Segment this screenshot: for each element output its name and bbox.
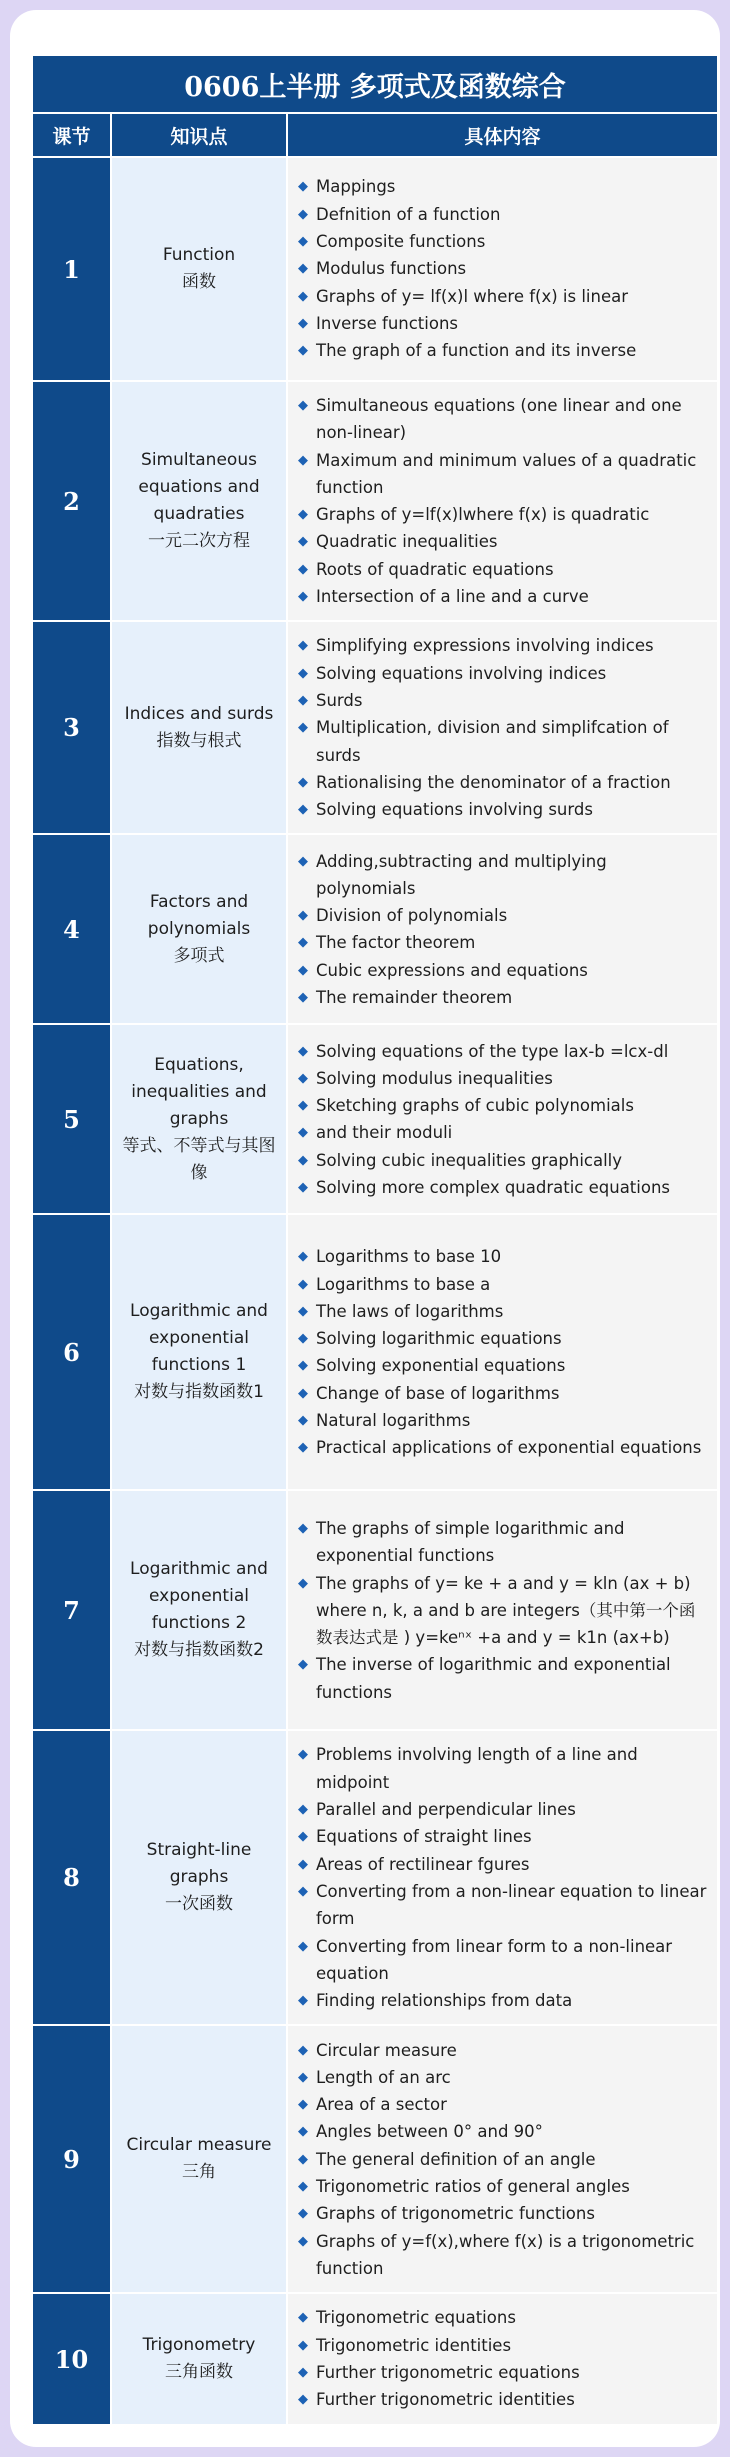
content-cell bbox=[287, 1214, 717, 1490]
table-row bbox=[33, 2293, 717, 2423]
list-item-text: Mappings bbox=[316, 177, 396, 197]
list-item bbox=[298, 1119, 709, 1146]
list-item bbox=[298, 1243, 709, 1270]
diamond-bullet-icon: ◆ bbox=[298, 1358, 308, 1374]
list-item-text: Logarithms to base 10 bbox=[316, 1247, 502, 1267]
list-item-text: The graphs of y= ke + a and y = kln (ax + b) where n, k, a and b are integers（其中第一个函数表达式是 ) y=keⁿˣ +a and y = k1n (ax+b) bbox=[316, 1573, 696, 1648]
diamond-bullet-icon: ◆ bbox=[298, 692, 308, 708]
topic-chinese: 多项式 bbox=[173, 945, 225, 966]
column-header-topic: 知识点 bbox=[111, 113, 287, 157]
diamond-bullet-icon: ◆ bbox=[298, 1520, 308, 1536]
diamond-bullet-icon: ◆ bbox=[298, 589, 308, 605]
list-item-text: Converting from linear form to a non-linear equation bbox=[316, 1936, 673, 1983]
topic-chinese: 一元二次方程 bbox=[148, 531, 250, 552]
diamond-bullet-icon: ◆ bbox=[298, 2337, 308, 2353]
table-row bbox=[33, 2025, 717, 2293]
list-item bbox=[298, 1352, 709, 1379]
table-row bbox=[33, 1490, 717, 1730]
diamond-bullet-icon: ◆ bbox=[298, 2206, 308, 2222]
diamond-bullet-icon: ◆ bbox=[298, 962, 308, 978]
topic-cell bbox=[111, 1490, 287, 1730]
list-item-text: Solving equations involving surds bbox=[316, 800, 593, 820]
diamond-bullet-icon: ◆ bbox=[298, 2124, 308, 2140]
topic-english: Straight-line graphs bbox=[146, 1840, 252, 1888]
topic-chinese: 等式、不等式与其图像 bbox=[122, 1135, 276, 1183]
diamond-bullet-icon: ◆ bbox=[298, 935, 308, 951]
diamond-bullet-icon: ◆ bbox=[298, 2069, 308, 2085]
lesson-number: 6 bbox=[33, 1214, 111, 1490]
list-item bbox=[298, 848, 709, 903]
diamond-bullet-icon: ◆ bbox=[298, 561, 308, 577]
list-item bbox=[298, 2064, 709, 2091]
content-cell bbox=[287, 1490, 717, 1730]
list-item-text: Graphs of y=lf(x)lwhere f(x) is quadratic bbox=[316, 505, 650, 525]
list-item-text: Change of base of logarithms bbox=[316, 1383, 560, 1403]
list-item-text: Parallel and perpendicular lines bbox=[316, 1800, 576, 1820]
list-item-text: Practical applications of exponential equations bbox=[316, 1438, 702, 1458]
list-item-text: Graphs of y=f(x),where f(x) is a trigonometric function bbox=[316, 2231, 695, 2278]
list-item bbox=[298, 2146, 709, 2173]
list-item bbox=[298, 2332, 709, 2359]
list-item-text: Intersection of a line and a curve bbox=[316, 587, 589, 607]
diamond-bullet-icon: ◆ bbox=[298, 802, 308, 818]
list-item bbox=[298, 1380, 709, 1407]
list-item bbox=[298, 1878, 709, 1933]
list-item bbox=[298, 632, 709, 659]
list-item bbox=[298, 173, 709, 200]
list-item bbox=[298, 255, 709, 282]
diamond-bullet-icon: ◆ bbox=[298, 1276, 308, 1292]
diamond-bullet-icon: ◆ bbox=[298, 774, 308, 790]
list-item-text: and their moduli bbox=[316, 1123, 453, 1143]
topic-chinese: 三角函数 bbox=[165, 2362, 233, 2383]
list-item bbox=[298, 201, 709, 228]
list-item-text: The factor theorem bbox=[316, 933, 476, 953]
diamond-bullet-icon: ◆ bbox=[298, 1883, 308, 1899]
diamond-bullet-icon: ◆ bbox=[298, 1070, 308, 1086]
topic-english: Factors and polynomials bbox=[147, 891, 251, 939]
list-item-text: Rationalising the denominator of a fraction bbox=[316, 772, 671, 792]
list-item-text: Roots of quadratic equations bbox=[316, 559, 554, 579]
list-item bbox=[298, 1325, 709, 1352]
list-item-text: Multiplication, division and simplifcation of surds bbox=[316, 718, 669, 765]
list-item bbox=[298, 392, 709, 447]
list-item bbox=[298, 957, 709, 984]
list-item-text: Maximum and minimum values of a quadratic function bbox=[316, 450, 697, 497]
list-item bbox=[298, 2118, 709, 2145]
diamond-bullet-icon: ◆ bbox=[298, 1802, 308, 1818]
topic-english: Equations, inequalities and graphs bbox=[131, 1054, 267, 1129]
lesson-number: 10 bbox=[33, 2293, 111, 2423]
diamond-bullet-icon: ◆ bbox=[298, 1856, 308, 1872]
list-item bbox=[298, 556, 709, 583]
topic-english: Trigonometry bbox=[142, 2335, 256, 2356]
topic-chinese: 对数与指数函数1 bbox=[134, 1382, 264, 1403]
list-item bbox=[298, 1796, 709, 1823]
diamond-bullet-icon: ◆ bbox=[298, 1440, 308, 1456]
list-item-text: Graphs of trigonometric functions bbox=[316, 2204, 595, 2224]
list-item bbox=[298, 310, 709, 337]
list-item-text: Logarithms to base a bbox=[316, 1274, 491, 1294]
topic-cell bbox=[111, 1024, 287, 1214]
diamond-bullet-icon: ◆ bbox=[298, 2365, 308, 2381]
list-item bbox=[298, 1065, 709, 1092]
topic-cell bbox=[111, 2293, 287, 2423]
topic-english: Circular measure bbox=[126, 2135, 272, 2156]
list-item-text: Trigonometric identities bbox=[316, 2335, 512, 2355]
list-item bbox=[298, 2228, 709, 2283]
list-item-text: The graphs of simple logarithmic and exponential functions bbox=[316, 1518, 625, 1566]
list-item bbox=[298, 769, 709, 796]
list-item bbox=[298, 447, 709, 502]
topic-english: Function bbox=[162, 245, 236, 265]
diamond-bullet-icon: ◆ bbox=[298, 343, 308, 359]
diamond-bullet-icon: ◆ bbox=[298, 665, 308, 681]
diamond-bullet-icon: ◆ bbox=[298, 234, 308, 250]
list-item-text: Graphs of y= lf(x)l where f(x) is linear bbox=[316, 286, 629, 306]
lesson-number: 4 bbox=[33, 834, 111, 1024]
content-list bbox=[298, 1038, 709, 1202]
list-item-text: Solving equations of the type lax-b =lcx-dl bbox=[316, 1041, 669, 1061]
diamond-bullet-icon: ◆ bbox=[298, 1385, 308, 1401]
list-item-text: Simplifying expressions involving indices bbox=[316, 636, 654, 656]
list-item-text: Trigonometric ratios of general angles bbox=[316, 2177, 630, 2197]
diamond-bullet-icon: ◆ bbox=[298, 1575, 308, 1591]
content-cell bbox=[287, 1024, 717, 1214]
diamond-bullet-icon: ◆ bbox=[298, 1993, 308, 2009]
list-item bbox=[298, 2173, 709, 2200]
diamond-bullet-icon: ◆ bbox=[298, 1657, 308, 1673]
content-list bbox=[298, 848, 709, 1012]
diamond-bullet-icon: ◆ bbox=[298, 853, 308, 869]
list-item bbox=[298, 902, 709, 929]
list-item-text: Composite functions bbox=[316, 232, 486, 252]
list-item bbox=[298, 1092, 709, 1119]
list-item bbox=[298, 1933, 709, 1988]
list-item-text: Solving cubic inequalities graphically bbox=[316, 1150, 623, 1170]
diamond-bullet-icon: ◆ bbox=[298, 2233, 308, 2249]
diamond-bullet-icon: ◆ bbox=[298, 2097, 308, 2113]
list-item bbox=[298, 687, 709, 714]
list-item bbox=[298, 501, 709, 528]
list-item bbox=[298, 1651, 709, 1706]
diamond-bullet-icon: ◆ bbox=[298, 534, 308, 550]
topic-chinese: 函数 bbox=[182, 272, 216, 292]
topic-english: Indices and surds bbox=[124, 703, 274, 724]
topic-chinese: 指数与根式 bbox=[156, 730, 242, 751]
diamond-bullet-icon: ◆ bbox=[298, 1303, 308, 1319]
list-item bbox=[298, 1174, 709, 1201]
topic-cell bbox=[111, 834, 287, 1024]
table-row bbox=[33, 1730, 717, 2025]
lesson-number: 7 bbox=[33, 1490, 111, 1730]
list-item bbox=[298, 660, 709, 687]
list-item bbox=[298, 2091, 709, 2118]
list-item-text: The inverse of logarithmic and exponential functions bbox=[316, 1655, 671, 1702]
list-item-text: Finding relationships from data bbox=[316, 1991, 573, 2011]
diamond-bullet-icon: ◆ bbox=[298, 1043, 308, 1059]
list-item bbox=[298, 984, 709, 1011]
diamond-bullet-icon: ◆ bbox=[298, 315, 308, 331]
list-item-text: Quadratic inequalities bbox=[316, 532, 498, 552]
table-row bbox=[33, 621, 717, 834]
list-item-text: Defnition of a function bbox=[316, 204, 501, 224]
list-item bbox=[298, 2200, 709, 2227]
diamond-bullet-icon: ◆ bbox=[298, 179, 308, 195]
content-cell bbox=[287, 157, 717, 381]
table-row bbox=[33, 381, 717, 621]
list-item bbox=[298, 1434, 709, 1461]
list-item-text: Areas of rectilinear fgures bbox=[316, 1854, 530, 1874]
list-item-text: Simultaneous equations (one linear and one non-linear) bbox=[316, 396, 682, 443]
diamond-bullet-icon: ◆ bbox=[298, 2151, 308, 2167]
content-list bbox=[298, 1243, 709, 1461]
diamond-bullet-icon: ◆ bbox=[298, 2310, 308, 2326]
list-item bbox=[298, 1515, 709, 1570]
content-list bbox=[298, 1741, 709, 2014]
list-item-text: Modulus functions bbox=[316, 259, 467, 279]
diamond-bullet-icon: ◆ bbox=[298, 261, 308, 277]
content-list bbox=[298, 1515, 709, 1706]
topic-english: Logarithmic and exponential functions 2 bbox=[130, 1559, 268, 1634]
list-item-text: Length of an arc bbox=[316, 2067, 451, 2087]
diamond-bullet-icon: ◆ bbox=[298, 638, 308, 654]
column-header-content: 具体内容 bbox=[287, 113, 717, 157]
list-item-text: Surds bbox=[316, 690, 363, 710]
diamond-bullet-icon: ◆ bbox=[298, 908, 308, 924]
diamond-bullet-icon: ◆ bbox=[298, 720, 308, 736]
content-list bbox=[298, 632, 709, 823]
lesson-number: 5 bbox=[33, 1024, 111, 1214]
list-item bbox=[298, 337, 709, 364]
list-item-text: The laws of logarithms bbox=[316, 1301, 504, 1321]
list-item bbox=[298, 1823, 709, 1850]
topic-chinese: 对数与指数函数2 bbox=[134, 1640, 264, 1661]
topic-cell bbox=[111, 381, 287, 621]
list-item bbox=[298, 283, 709, 310]
diamond-bullet-icon: ◆ bbox=[298, 1180, 308, 1196]
content-cell bbox=[287, 621, 717, 834]
list-item bbox=[298, 1298, 709, 1325]
list-item bbox=[298, 2386, 709, 2413]
list-item-text: Inverse functions bbox=[316, 313, 459, 333]
diamond-bullet-icon: ◆ bbox=[298, 1098, 308, 1114]
list-item-text: Circular measure bbox=[316, 2040, 457, 2060]
content-cell bbox=[287, 2293, 717, 2423]
diamond-bullet-icon: ◆ bbox=[298, 2392, 308, 2408]
list-item bbox=[298, 2037, 709, 2064]
diamond-bullet-icon: ◆ bbox=[298, 2042, 308, 2058]
topic-english: Simultaneous equations and quadraties bbox=[138, 450, 260, 525]
list-item bbox=[298, 1987, 709, 2014]
diamond-bullet-icon: ◆ bbox=[298, 1413, 308, 1429]
table-row bbox=[33, 1024, 717, 1214]
content-list bbox=[298, 173, 709, 364]
topic-cell bbox=[111, 1214, 287, 1490]
list-item-text: Division of polynomials bbox=[316, 906, 508, 926]
list-item bbox=[298, 1407, 709, 1434]
list-item-text: Solving equations involving indices bbox=[316, 663, 607, 683]
list-item-text: Trigonometric equations bbox=[316, 2308, 516, 2328]
topic-chinese: 一次函数 bbox=[165, 1894, 233, 1915]
content-list bbox=[298, 2304, 709, 2413]
list-item-text: Natural logarithms bbox=[316, 1411, 471, 1431]
list-item-text: Solving modulus inequalities bbox=[316, 1068, 553, 1088]
list-item bbox=[298, 528, 709, 555]
list-item bbox=[298, 1271, 709, 1298]
list-item bbox=[298, 1038, 709, 1065]
list-item bbox=[298, 2359, 709, 2386]
diamond-bullet-icon: ◆ bbox=[298, 2179, 308, 2195]
diamond-bullet-icon: ◆ bbox=[298, 1938, 308, 1954]
list-item-text: The graph of a function and its inverse bbox=[316, 341, 637, 361]
lesson-number: 9 bbox=[33, 2025, 111, 2293]
diamond-bullet-icon: ◆ bbox=[298, 206, 308, 222]
list-item-text: Solving exponential equations bbox=[316, 1356, 566, 1376]
list-item-text: Further trigonometric equations bbox=[316, 2363, 580, 2383]
list-item bbox=[298, 1851, 709, 1878]
list-item bbox=[298, 228, 709, 255]
list-item bbox=[298, 1147, 709, 1174]
content-list bbox=[298, 392, 709, 610]
content-cell bbox=[287, 834, 717, 1024]
list-item bbox=[298, 929, 709, 956]
topic-chinese: 三角 bbox=[182, 2162, 216, 2183]
list-item-text: Angles between 0° and 90° bbox=[316, 2122, 543, 2142]
content-cell bbox=[287, 381, 717, 621]
lesson-number: 1 bbox=[33, 157, 111, 381]
list-item-text: Equations of straight lines bbox=[316, 1827, 532, 1847]
list-item-text: Converting from a non-linear equation to linear form bbox=[316, 1881, 707, 1929]
diamond-bullet-icon: ◆ bbox=[298, 1331, 308, 1347]
diamond-bullet-icon: ◆ bbox=[298, 507, 308, 523]
page-title: 0606上半册 多项式及函数综合 bbox=[33, 56, 717, 113]
list-item bbox=[298, 1741, 709, 1796]
diamond-bullet-icon: ◆ bbox=[298, 398, 308, 413]
card bbox=[10, 10, 720, 2447]
diamond-bullet-icon: ◆ bbox=[298, 1152, 308, 1168]
diamond-bullet-icon: ◆ bbox=[298, 1249, 308, 1265]
table-row bbox=[33, 157, 717, 381]
list-item-text: Solving more complex quadratic equations bbox=[316, 1178, 671, 1198]
diamond-bullet-icon: ◆ bbox=[298, 288, 308, 304]
curriculum-table bbox=[33, 56, 717, 2424]
list-item bbox=[298, 583, 709, 610]
list-item bbox=[298, 2304, 709, 2331]
list-item-text: Cubic expressions and equations bbox=[316, 960, 588, 980]
diamond-bullet-icon: ◆ bbox=[298, 1747, 308, 1763]
content-cell bbox=[287, 1730, 717, 2025]
content-cell bbox=[287, 2025, 717, 2293]
list-item-text: The remainder theorem bbox=[316, 988, 513, 1008]
list-item bbox=[298, 714, 709, 769]
table-row bbox=[33, 1214, 717, 1490]
table-body bbox=[33, 157, 717, 2424]
lesson-number: 3 bbox=[33, 621, 111, 834]
list-item bbox=[298, 1570, 709, 1652]
column-header-lesson: 课节 bbox=[33, 113, 111, 157]
topic-cell bbox=[111, 1730, 287, 2025]
topic-english: Logarithmic and exponential functions 1 bbox=[130, 1301, 268, 1376]
table-row bbox=[33, 834, 717, 1024]
lesson-number: 8 bbox=[33, 1730, 111, 2025]
list-item-text: Sketching graphs of cubic polynomials bbox=[316, 1096, 634, 1116]
list-item-text: Problems involving length of a line and midpoint bbox=[316, 1745, 638, 1792]
topic-cell bbox=[111, 157, 287, 381]
diamond-bullet-icon: ◆ bbox=[298, 990, 308, 1006]
topic-cell bbox=[111, 621, 287, 834]
list-item-text: Solving logarithmic equations bbox=[316, 1329, 562, 1349]
diamond-bullet-icon: ◆ bbox=[298, 452, 308, 468]
list-item-text: Area of a sector bbox=[316, 2095, 447, 2115]
topic-cell bbox=[111, 2025, 287, 2293]
content-list bbox=[298, 2037, 709, 2283]
diamond-bullet-icon: ◆ bbox=[298, 1829, 308, 1845]
lesson-number: 2 bbox=[33, 381, 111, 621]
list-item-text: The general definition of an angle bbox=[316, 2149, 596, 2169]
list-item bbox=[298, 796, 709, 823]
list-item-text: Further trigonometric identities bbox=[316, 2390, 575, 2410]
diamond-bullet-icon: ◆ bbox=[298, 1125, 308, 1141]
list-item-text: Adding,subtracting and multiplying polynomials bbox=[316, 851, 607, 898]
